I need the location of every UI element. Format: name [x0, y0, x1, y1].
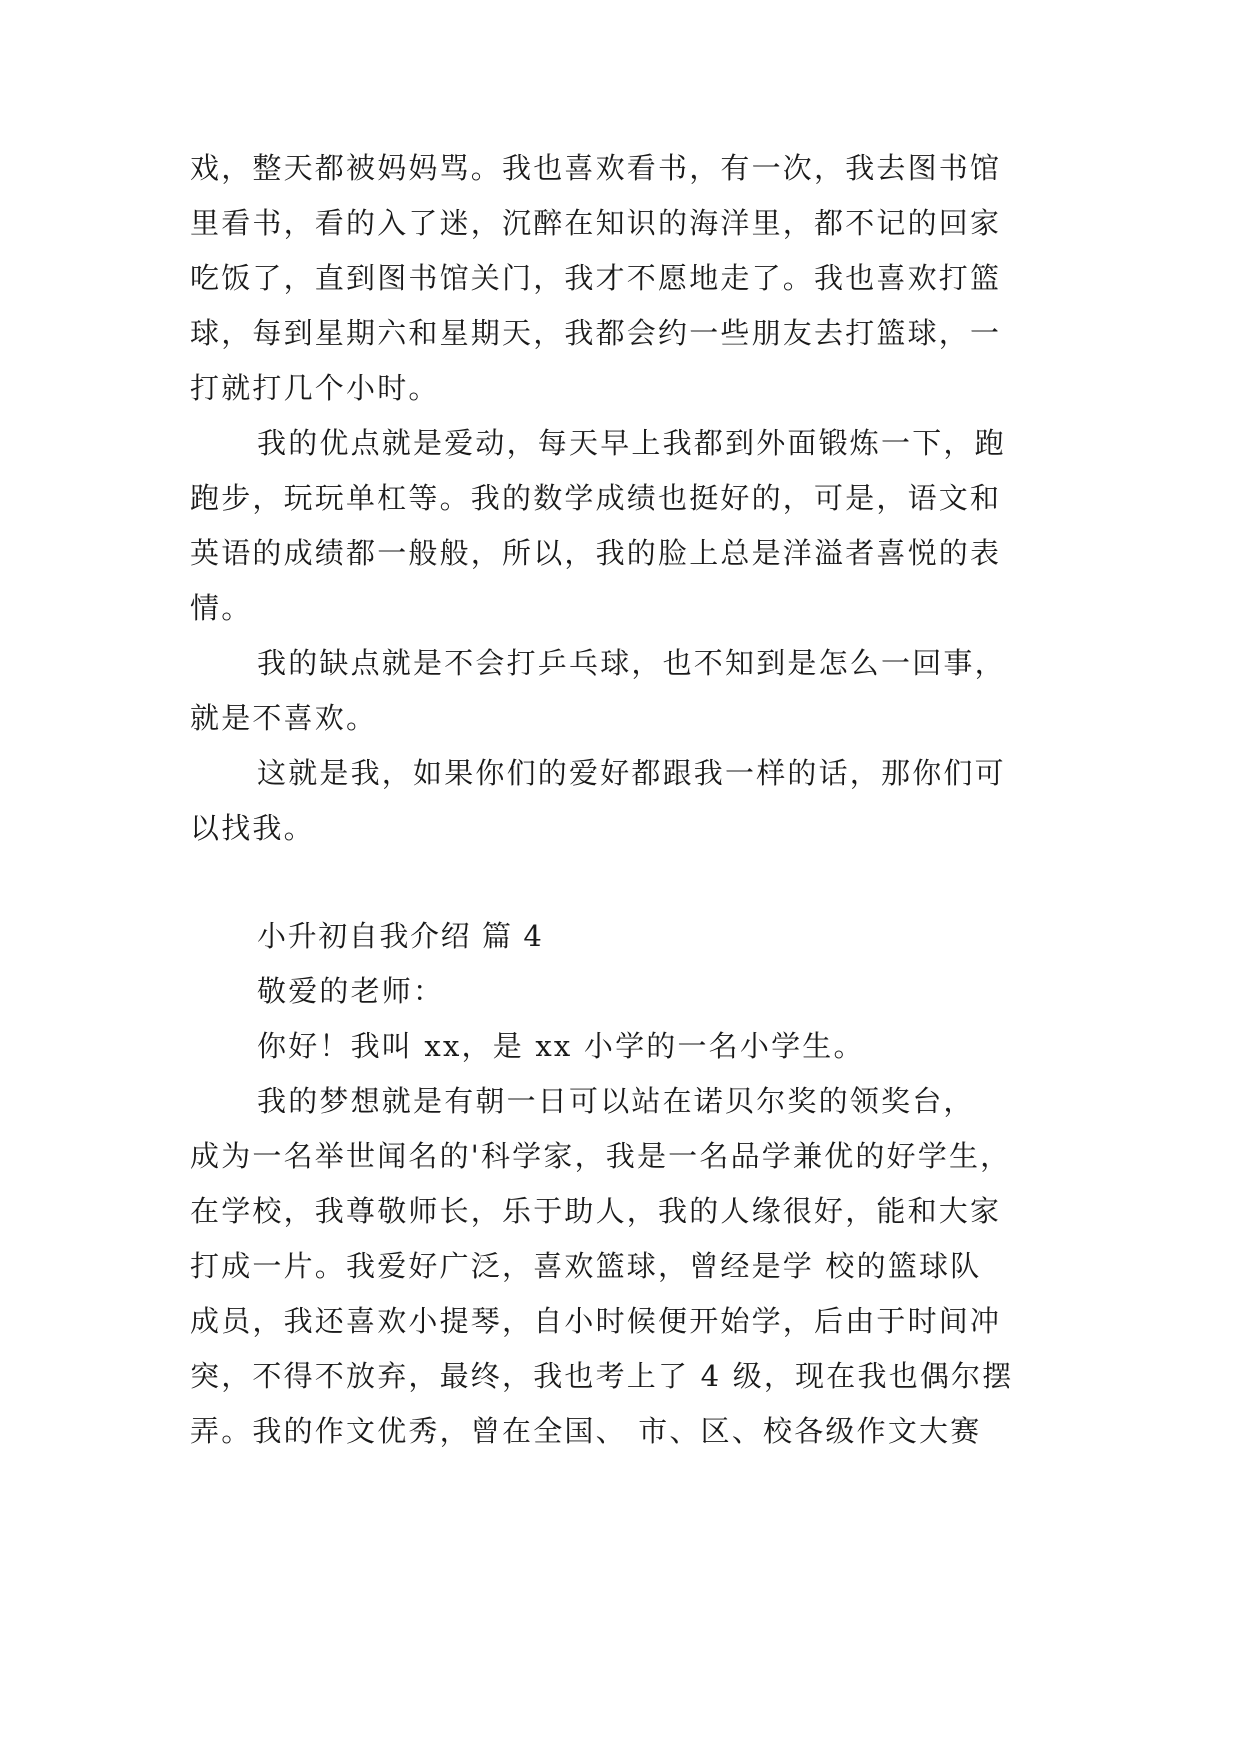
paragraph-line: 以找我。 [190, 811, 315, 845]
paragraph-line: 戏，整天都被妈妈骂。我也喜欢看书，有一次，我去图书馆 [190, 151, 1002, 185]
paragraph-line: 我的梦想就是有朝一日可以站在诺贝尔奖的领奖台， [257, 1084, 975, 1118]
paragraph-line: 我的优点就是爱动，每天早上我都到外面锻炼一下，跑 [257, 426, 1006, 460]
paragraph-line: 情。 [190, 591, 253, 625]
section-title: 小升初自我介绍 篇 4 [257, 919, 544, 953]
paragraph-line: 在学校，我尊敬师长，乐于助人，我的人缘很好，能和大家 [190, 1194, 1002, 1228]
paragraph-line: 就是不喜欢。 [190, 701, 378, 735]
paragraph-line: 弄。我的作文优秀，曾在全国、 市、区、校各级作文大赛 [190, 1414, 982, 1448]
paragraph-line: 里看书，看的入了迷，沉醉在知识的海洋里，都不记的回家 [190, 206, 1002, 240]
paragraph-line: 成为一名举世闻名的'科学家，我是一名品学兼优的好学生， [190, 1139, 1012, 1173]
paragraph-line: 球，每到星期六和星期天，我都会约一些朋友去打篮球，一 [190, 316, 1002, 350]
paragraph-line: 突，不得不放弃，最终，我也考上了 4 级，现在我也偶尔摆 [190, 1359, 1014, 1393]
salutation: 敬爱的老师： [257, 974, 445, 1008]
paragraph-line: 我的缺点就是不会打乒乓球，也不知到是怎么一回事， [257, 646, 1006, 680]
paragraph-line: 英语的成绩都一般般，所以，我的脸上总是洋溢者喜悦的表 [190, 536, 1002, 570]
paragraph-line: 吃饭了，直到图书馆关门，我才不愿地走了。我也喜欢打篮 [190, 261, 1002, 295]
paragraph-line: 打就打几个小时。 [190, 371, 440, 405]
paragraph-line: 你好！我叫 xx，是 xx 小学的一名小学生。 [257, 1029, 865, 1063]
paragraph-line: 打成一片。我爱好广泛，喜欢篮球，曾经是学 校的篮球队 [190, 1249, 982, 1283]
paragraph-line: 这就是我，如果你们的爱好都跟我一样的话，那你们可 [257, 756, 1006, 790]
paragraph-line: 跑步，玩玩单杠等。我的数学成绩也挺好的，可是，语文和 [190, 481, 1002, 515]
paragraph-line: 成员，我还喜欢小提琴，自小时候便开始学，后由于时间冲 [190, 1304, 1002, 1338]
